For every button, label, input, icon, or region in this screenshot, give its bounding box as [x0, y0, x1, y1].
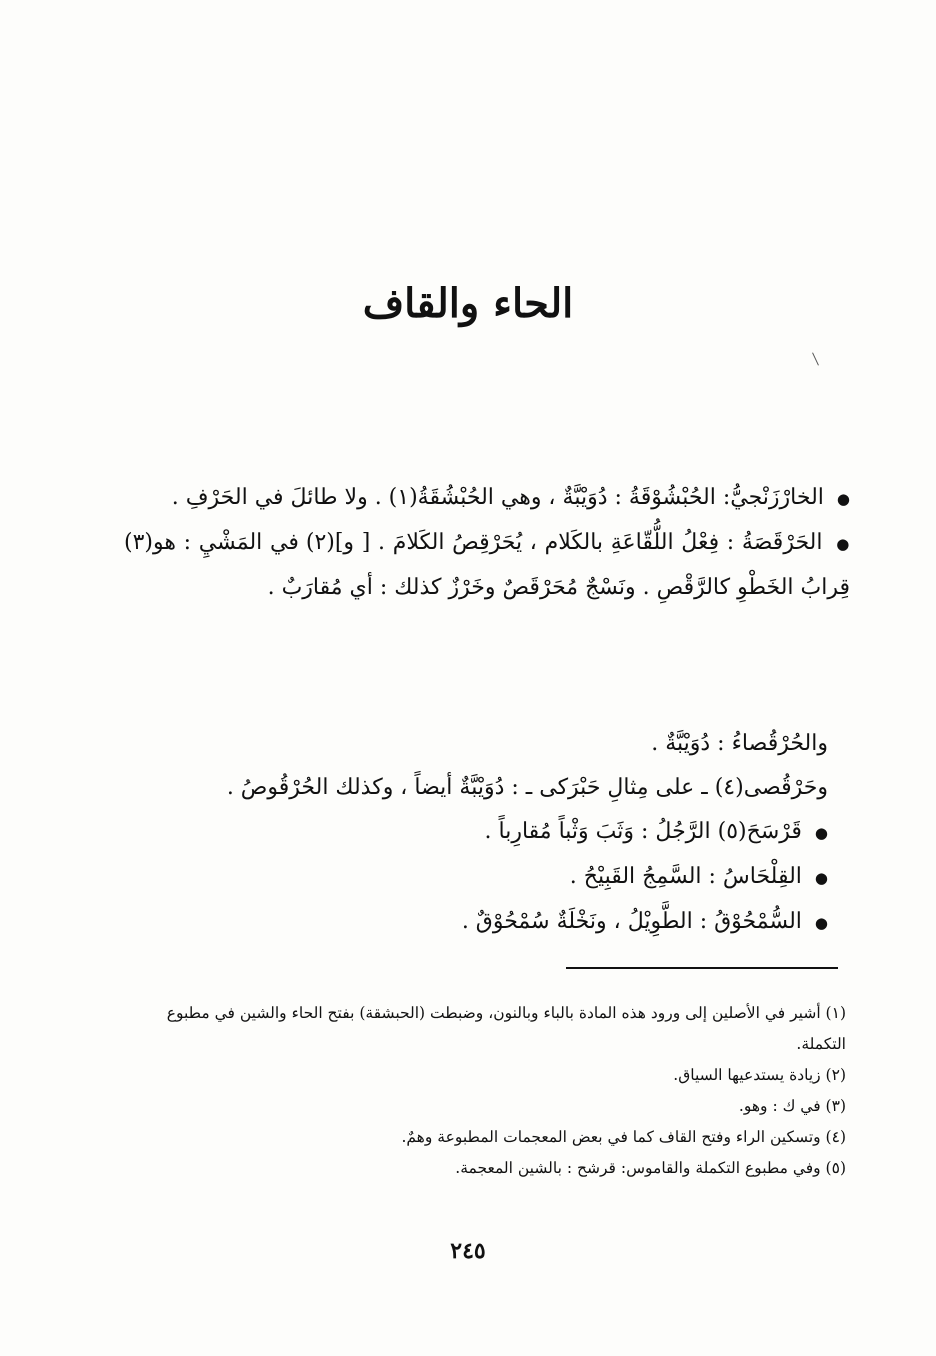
bullet-icon: ●	[814, 869, 828, 887]
main-entries	[124, 476, 850, 610]
bullet-icon: ●	[814, 824, 828, 842]
sub-entry	[150, 766, 828, 810]
entry	[124, 521, 850, 610]
footnotes	[118, 998, 846, 1184]
chapter-title: الحاء والقاف	[362, 280, 574, 327]
sub-entry	[150, 900, 828, 945]
footnote: (٣) في ك : وهو.	[738, 1097, 846, 1115]
entry	[124, 476, 850, 521]
bullet-icon: ●	[836, 535, 851, 553]
stray-mark	[812, 352, 819, 365]
bullet-icon: ●	[814, 914, 828, 932]
sub-entry-text: القِلْحَاسُ : السَّمِجُ القَبِيْحُ .	[569, 864, 802, 889]
entry-text: الخارْزَنْجيُّ: الحُبْشُوْقَةُ : دُوَيْبَّةٌ ، وهي الحُبْشُقَةُ(١) . ولا طائلَ في الحَرْفِ .	[171, 485, 824, 510]
sub-entry-text: والحُرْقُصاءُ : دُوَيْبَّةٌ .	[651, 731, 828, 756]
sub-entry	[150, 810, 828, 855]
sub-entry-text: قَرْسَحَ(٥) الرَّجُلُ : وَثَبَ وَثْباً مُقارِباً .	[484, 819, 802, 844]
sub-entries	[150, 722, 828, 945]
footnote: (٢) زيادة يستدعيها السياق.	[673, 1066, 846, 1084]
sub-entry	[150, 855, 828, 900]
footnote-divider	[566, 967, 838, 969]
bullet-icon: ●	[836, 490, 850, 508]
footnote: (١) أشير في الأصلين إلى ورود هذه المادة بالباء وبالنون، وضبطت (الحبشقة) بفتح الحاء والشين في مطبوع التكملة.	[166, 1004, 846, 1053]
page-number: ٢٤٥	[450, 1238, 486, 1264]
footnote: (٥) وفي مطبوع التكملة والقاموس: قرشح : بالشين المعجمة.	[455, 1159, 846, 1177]
sub-entry-text: وحَرْقُصى(٤) ـ على مِثالِ حَبْرَكى ـ : دُوَيْبَّةٌ أيضاً ، وكذلك الحُرْقُوصُ .	[226, 775, 828, 800]
entry-text: الحَرْقَصَةُ : فِعْلُ اللُّقّاعَةِ بالكَلام ، يُحَرْقِصُ الكَلامَ . [ و](٢) في المَشْيِ : هو(٣) قِرابُ الخَطْوِ كالرَّقْصِ . ونَسْجٌ مُحَرْقَصٌ وخَرْزٌ كذلك : أي مُقارَبٌ .	[124, 530, 850, 600]
sub-entry-text: السُّمْحُوْقُ : الطَّوِيْلُ ، ونَخْلَةٌ سُمْحُوْقٌ .	[461, 909, 802, 934]
footnote: (٤) وتسكين الراء وفتح القاف كما في بعض المعجمات المطبوعة وهمٌ.	[401, 1128, 846, 1146]
sub-entry	[150, 722, 828, 766]
